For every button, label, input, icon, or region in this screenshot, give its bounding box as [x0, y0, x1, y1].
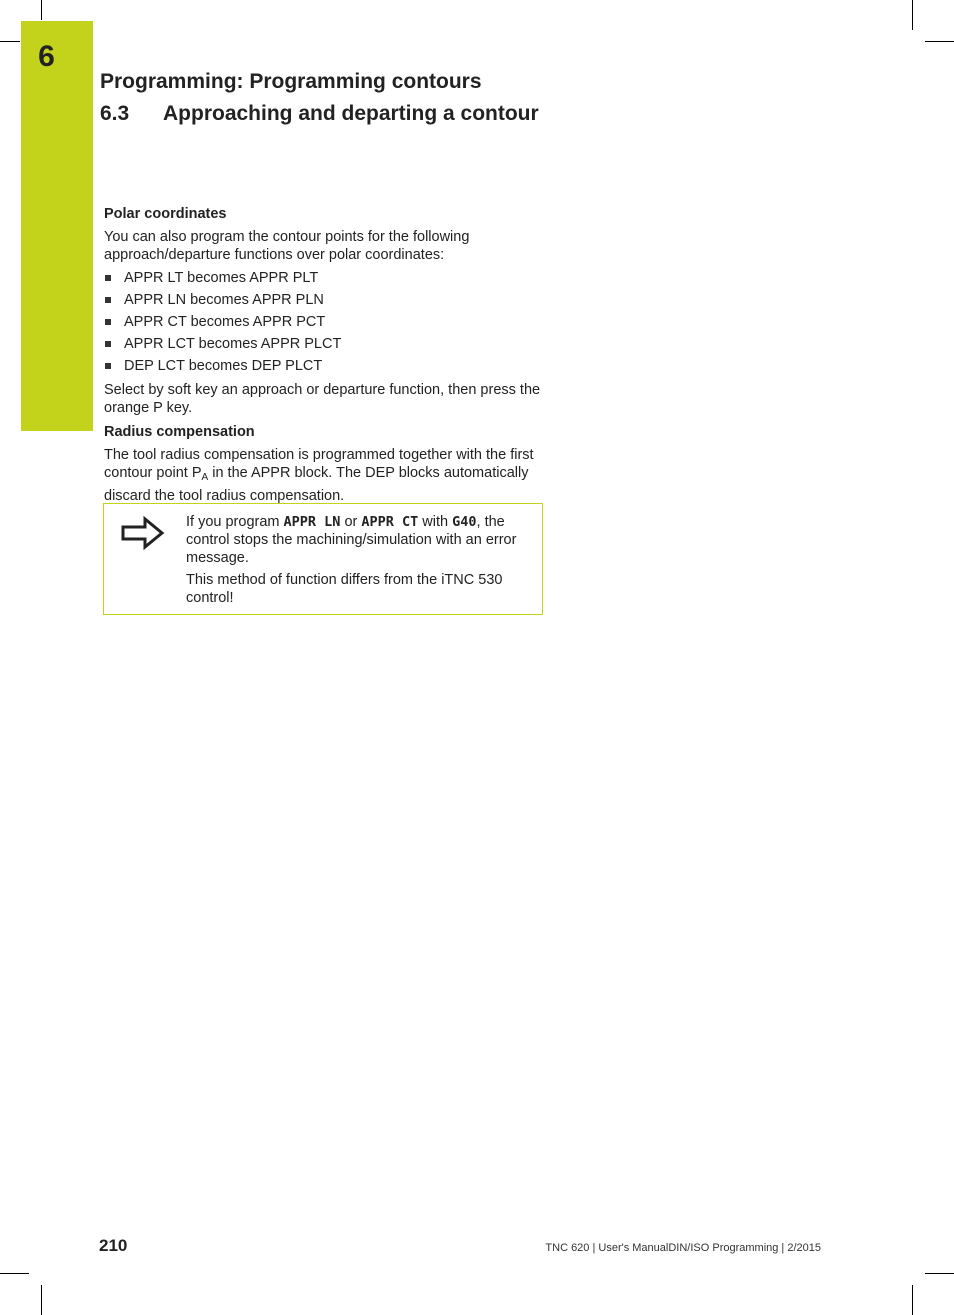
radius-heading: Radius compensation: [104, 424, 255, 440]
polar-outro: Select by soft key an approach or departure function, then press the orange P key.: [104, 382, 541, 416]
code-appr-ln: APPR LN: [283, 514, 341, 530]
chapter-title: Programming: Programming contours: [100, 70, 482, 93]
bullet-icon: [105, 319, 111, 325]
section-title: [100, 102, 539, 126]
code-g40: G40: [452, 514, 477, 530]
list-item: APPR LCT becomes APPR PLCT: [104, 333, 549, 355]
page-number: 210: [99, 1236, 128, 1255]
crop-mark: [912, 0, 913, 30]
bullet-icon: [105, 363, 111, 369]
crop-mark: [0, 1273, 29, 1274]
footer-doc-info: TNC 620 | User's ManualDIN/ISO Programming | 2/2015: [545, 1242, 821, 1254]
list-item: APPR LT becomes APPR PLT: [104, 267, 549, 289]
bullet-icon: [105, 297, 111, 303]
crop-mark: [912, 1285, 913, 1315]
crop-mark: [925, 1273, 954, 1274]
list-item: APPR CT becomes APPR PCT: [104, 311, 549, 333]
note-box: [103, 503, 543, 615]
polar-heading: Polar coordinates: [104, 206, 227, 222]
note-paragraph-2: This method of function differs from the iTNC 530 control!: [186, 572, 503, 606]
section-number: 6.3: [100, 102, 130, 125]
polar-intro: You can also program the contour points for the following approach/departure functions over polar coordinates:: [104, 229, 470, 263]
section-title-text: Approaching and departing a contour: [163, 102, 539, 125]
arrow-right-icon: [121, 516, 165, 550]
list-item: APPR LN becomes APPR PLN: [104, 289, 549, 311]
list-item: DEP LCT becomes DEP PLCT: [104, 355, 549, 377]
bullet-icon: [105, 275, 111, 281]
chapter-tab: [21, 21, 93, 431]
main-content: [104, 205, 549, 505]
radius-text: The tool radius compensation is programmed together with the first contour point $P_A$ in the APPR block. The DEP blocks automatically discard the tool radius compensation.: [104, 447, 534, 504]
crop-mark: [41, 1285, 42, 1315]
code-appr-ct: APPR CT: [361, 514, 419, 530]
crop-mark: [925, 41, 954, 42]
subscript: A: [201, 472, 209, 483]
crop-mark: [41, 0, 42, 20]
note-paragraph: If you program APPR LN or APPR CT with G40, the control stops the machining/simulation with an error message.: [186, 514, 517, 566]
chapter-number: 6: [38, 40, 55, 73]
polar-list: [104, 267, 549, 377]
bullet-icon: [105, 341, 111, 347]
note-text: [186, 513, 531, 611]
